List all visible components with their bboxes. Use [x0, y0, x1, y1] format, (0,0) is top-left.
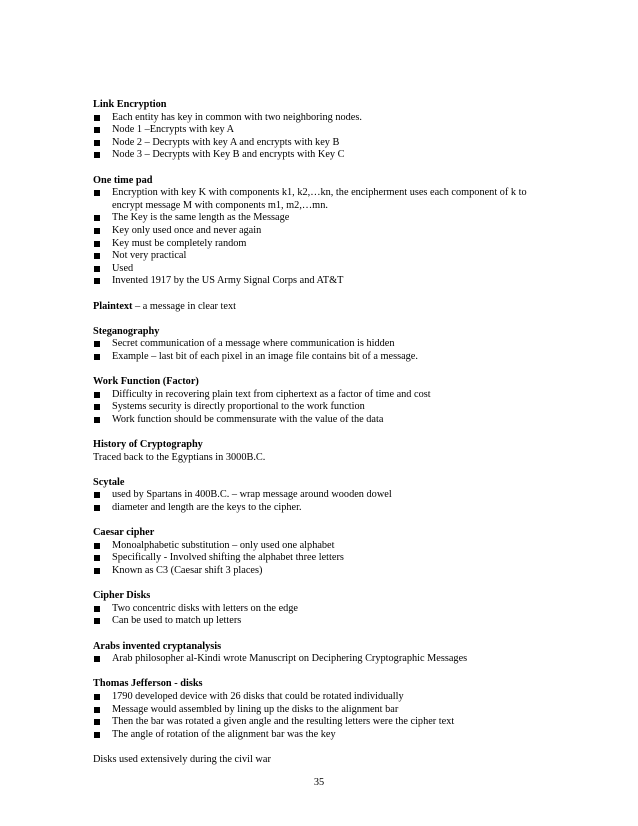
bullet-item: Secret communication of a message where communication is hidden — [93, 338, 543, 351]
bullet-list — [93, 540, 543, 578]
bullet-list — [93, 489, 543, 514]
bullet-list — [93, 112, 543, 162]
bullet-item: Invented 1917 by the US Army Signal Corps and AT&T — [93, 275, 543, 288]
page-number: 35 — [313, 777, 325, 788]
bullet-item: 1790 developed device with 26 disks that could be rotated individually — [93, 691, 543, 704]
section — [93, 678, 543, 741]
bullet-list — [93, 389, 543, 427]
section — [93, 754, 543, 767]
bullet-item: Example – last bit of each pixel in an image file contains bit of a message. — [93, 351, 543, 364]
bullet-list — [93, 187, 543, 288]
section-title: History of Cryptography — [93, 439, 203, 451]
section — [93, 590, 543, 628]
section-title: Caesar cipher — [93, 527, 155, 539]
section-title: Arabs invented cryptanalysis — [93, 640, 222, 652]
bullet-item: Message would assembled by lining up the disks to the alignment bar — [93, 704, 543, 717]
section-text: Disks used extensively during the civil war — [93, 753, 271, 765]
section-heading-line — [93, 175, 543, 188]
bullet-item: Then the bar was rotated a given angle and the resulting letters were the cipher text — [93, 716, 543, 729]
section-heading-line — [93, 641, 543, 654]
bullet-list — [93, 338, 543, 363]
bullet-item: Encryption with key K with components k1, k2,…kn, the encipherment uses each component of k to encrypt message M with components m1, m2,…mn. — [93, 187, 543, 212]
bullet-list — [93, 691, 543, 741]
section — [93, 376, 543, 426]
section-title: Cipher Disks — [93, 590, 151, 602]
section — [93, 301, 543, 314]
section-heading-line — [93, 439, 543, 452]
bullet-item: Difficulty in recovering plain text from ciphertext as a factor of time and cost — [93, 389, 543, 402]
bullet-item: The angle of rotation of the alignment bar was the key — [93, 729, 543, 742]
bullet-item: Each entity has key in common with two neighboring nodes. — [93, 112, 543, 125]
section-inline-text: – a message in clear text — [132, 300, 236, 312]
bullet-item: Node 2 – Decrypts with key A and encrypts with key B — [93, 137, 543, 150]
section-title: Link Encryption — [93, 99, 167, 110]
bullet-item: Systems security is directly proportional to the work function — [93, 401, 543, 414]
section-heading-line — [93, 527, 543, 540]
bullet-item: Node 1 –Encrypts with key A — [93, 124, 543, 137]
bullet-item: Specifically - Involved shifting the alphabet three letters — [93, 552, 543, 565]
bullet-item: Not very practical — [93, 250, 543, 263]
section-title: Thomas Jefferson - disks — [93, 678, 203, 690]
bullet-item: Key must be completely random — [93, 238, 543, 251]
bullet-list — [93, 603, 543, 628]
bullet-item: Can be used to match up letters — [93, 615, 543, 628]
section-title: Work Function (Factor) — [93, 376, 199, 388]
section-title: Plaintext — [93, 300, 133, 312]
bullet-item: The Key is the same length as the Message — [93, 212, 543, 225]
section-heading-line — [93, 376, 543, 389]
bullet-item: Key only used once and never again — [93, 225, 543, 238]
bullet-item: Arab philosopher al-Kindi wrote Manuscript on Deciphering Cryptographic Messages — [93, 653, 543, 666]
section — [93, 641, 543, 666]
section — [93, 439, 543, 464]
bullet-item: Two concentric disks with letters on the edge — [93, 603, 543, 616]
section — [93, 527, 543, 577]
section-heading-line — [93, 590, 543, 603]
section-text: Traced back to the Egyptians in 3000B.C. — [93, 451, 266, 463]
bullet-item: Work function should be commensurate with the value of the data — [93, 414, 543, 427]
bullet-list — [93, 653, 543, 666]
bullet-item: Known as C3 (Caesar shift 3 places) — [93, 565, 543, 578]
section-title: Steganography — [93, 325, 160, 337]
section-heading-line — [93, 301, 543, 314]
section-heading-line — [93, 99, 543, 112]
section — [93, 175, 543, 288]
section-heading-line — [93, 477, 543, 490]
section-title: One time pad — [93, 174, 153, 186]
section — [93, 99, 543, 162]
section — [93, 326, 543, 364]
bullet-item: diameter and length are the keys to the cipher. — [93, 502, 543, 515]
section — [93, 477, 543, 515]
bullet-item: Node 3 – Decrypts with Key B and encrypts with Key C — [93, 149, 543, 162]
section-heading-line — [93, 678, 543, 691]
bullet-item: Monoalphabetic substitution – only used one alphabet — [93, 540, 543, 553]
bullet-item: Used — [93, 263, 543, 276]
bullet-item: used by Spartans in 400B.C. – wrap message around wooden dowel — [93, 489, 543, 502]
section-heading-line — [93, 326, 543, 339]
section-title: Scytale — [93, 476, 125, 488]
document-body — [93, 99, 543, 779]
